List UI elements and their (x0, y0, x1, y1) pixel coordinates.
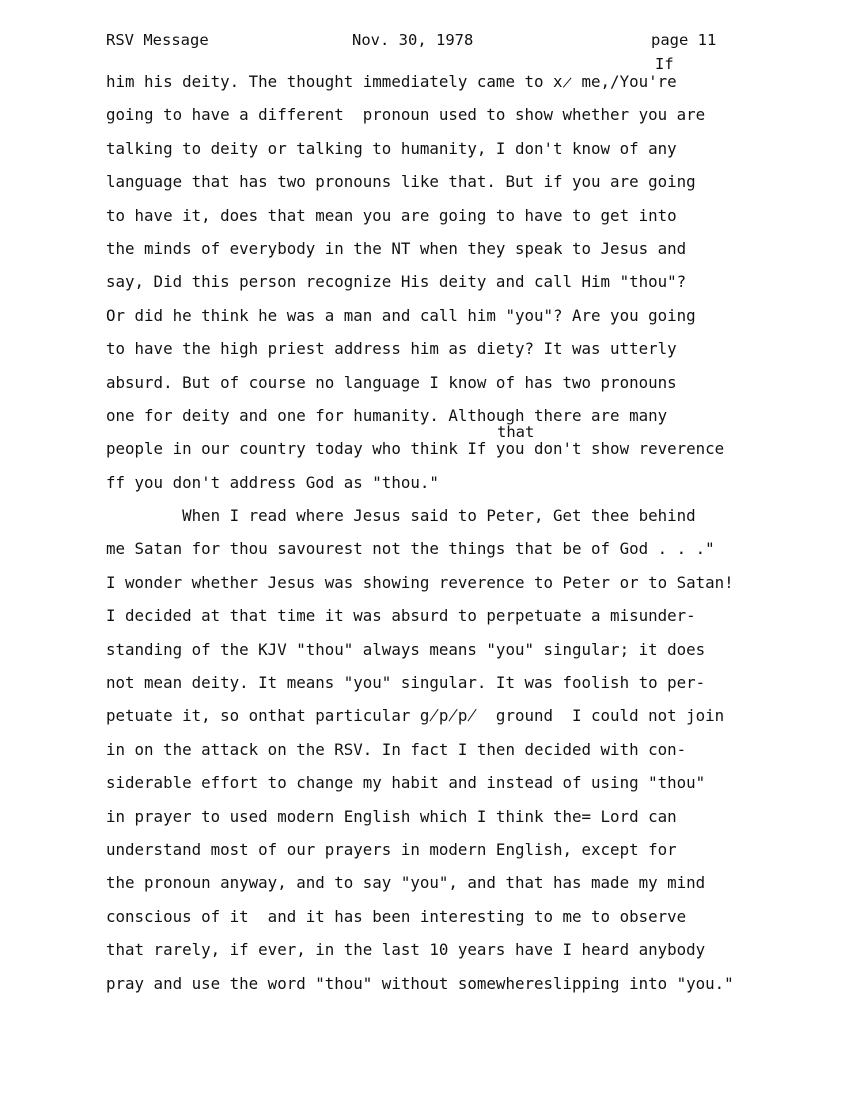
text-line: petuate it, so onthat particular g̸p̸p̸ ground I could not join (106, 706, 725, 726)
text-line: siderable effort to change my habit and instead of using "thou" (106, 773, 706, 793)
text-line: absurd. But of course no language I know of has two pronouns (106, 372, 677, 392)
text-line: that rarely, if ever, in the last 10 years have I heard anybody (106, 940, 706, 960)
insertion-that: that (497, 423, 535, 441)
text-line: I decided at that time it was absurd to perpetuate a misunder- (106, 606, 696, 626)
text-line: the pronoun anyway, and to say "you", and that has made my mind (106, 873, 706, 893)
text-line: say, Did this person recognize His deity and call Him "thou"? (106, 272, 687, 292)
header-date: Nov. 30, 1978 (352, 31, 474, 49)
header-title: RSV Message (106, 31, 209, 49)
text-line: understand most of our prayers in modern English, except for (106, 839, 677, 859)
text-line: one for deity and one for humanity. Although there are many (106, 405, 668, 425)
header-page-number: page 11 (651, 31, 717, 49)
text-line: language that has two pronouns like that. But if you are going (106, 172, 696, 192)
text-line: pray and use the word "thou" without somewhereslipping into "you." (106, 973, 734, 993)
text-line: When I read where Jesus said to Peter, Get thee behind (106, 506, 696, 526)
text-line: in on the attack on the RSV. In fact I then decided with con- (106, 739, 687, 759)
text-line: conscious of it and it has been interesting to me to observe (106, 906, 687, 926)
body-text (106, 70, 816, 1005)
text-line: standing of the KJV "thou" always means "you" singular; it does (106, 639, 706, 659)
text-line: to have the high priest address him as diety? It was utterly (106, 339, 677, 359)
text-line: to have it, does that mean you are going to have to get into (106, 205, 677, 225)
text-line: ff you don't address God as "thou." (106, 472, 439, 492)
text-line: the minds of everybody in the NT when they speak to Jesus and (106, 238, 687, 258)
text-line: him his deity. The thought immediately came to x̷ me,/You're (106, 72, 677, 91)
handwritten-insertion-if: If (655, 55, 674, 73)
text-line: talking to deity or talking to humanity, I don't know of any (106, 138, 677, 158)
text-line: in prayer to used modern English which I think the= Lord can (106, 806, 677, 826)
text-line: going to have a different pronoun used to show whether you are (106, 105, 706, 125)
text-line: Or did he think he was a man and call him "you"? Are you going (106, 305, 696, 325)
text-line: me Satan for thou savourest not the things that be of God . . ." (106, 539, 715, 559)
text-line: not mean deity. It means "you" singular. It was foolish to per- (106, 673, 706, 693)
text-line: I wonder whether Jesus was showing reverence to Peter or to Satan! (106, 572, 734, 592)
text-line: people in our country today who think If you don't show reverence (106, 439, 725, 459)
